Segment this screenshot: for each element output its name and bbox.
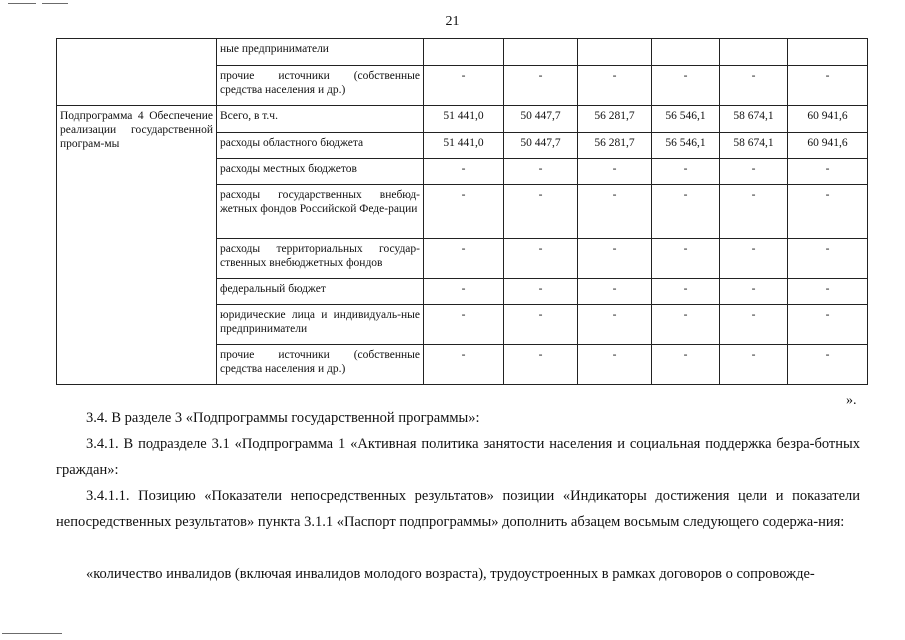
scan-mark-bottom [2,633,62,634]
value-cell: - [652,345,720,385]
value-cell: - [652,185,720,239]
value-cell: - [504,185,578,239]
value-cell: - [720,305,788,345]
value-cell: - [652,66,720,106]
value-cell: 51 441,0 [424,133,504,159]
source-cell: юридические лица и индивидуаль-ные предприниматели [217,305,424,345]
value-cell: 60 941,6 [788,106,868,133]
value-cell: - [578,345,652,385]
source-cell: прочие источники (собственные средства населения и др.) [217,66,424,106]
value-cell: - [424,279,504,305]
closing-quote: ». [846,393,857,408]
value-cell [652,39,720,66]
value-cell: - [720,279,788,305]
value-cell: - [788,305,868,345]
value-cell: - [424,345,504,385]
value-cell: - [424,305,504,345]
value-cell: - [578,66,652,106]
paragraph-3-4-1: 3.4.1. В подразделе 3.1 «Подпрограмма 1 «Активная политика занятости населения и социальная поддержка безра-ботных граждан»: [56,436,860,478]
subprogram-label: Подпрограмма 4 Обеспечение реализации государственной програм-мы [57,106,217,385]
scan-mark-left [8,3,36,4]
value-cell: - [424,185,504,239]
budget-table [56,38,868,385]
value-cell: - [720,66,788,106]
value-cell: - [788,345,868,385]
value-cell: 58 674,1 [720,106,788,133]
value-cell: - [424,239,504,279]
value-cell: - [720,345,788,385]
paragraph-quote: «количество инвалидов (включая инвалидов молодого возраста), трудоустроенных в рамках договоров о сопровожде- [86,566,815,582]
source-cell: расходы местных бюджетов [217,159,424,185]
value-cell [504,39,578,66]
value-cell: - [788,159,868,185]
value-cell: - [504,66,578,106]
source-cell: Всего, в т.ч. [217,106,424,133]
value-cell: 50 447,7 [504,133,578,159]
value-cell: - [578,305,652,345]
page-number: 21 [445,14,460,29]
value-cell: - [578,159,652,185]
value-cell [720,39,788,66]
value-cell [788,39,868,66]
value-cell: 60 941,6 [788,133,868,159]
value-cell: 58 674,1 [720,133,788,159]
value-cell [424,39,504,66]
source-cell: расходы областного бюджета [217,133,424,159]
paragraph-3-4: 3.4. В разделе 3 «Подпрограммы государственной программы»: [86,410,480,426]
value-cell: - [652,239,720,279]
value-cell: - [424,66,504,106]
value-cell: 56 546,1 [652,106,720,133]
table-row [57,39,868,66]
value-cell: 56 281,7 [578,106,652,133]
value-cell: - [504,305,578,345]
scan-mark-left-2 [42,3,68,4]
source-cell: прочие источники (собственные средства населения и др.) [217,345,424,385]
value-cell: - [652,159,720,185]
value-cell: - [720,159,788,185]
source-cell: ные предприниматели [217,39,424,66]
source-cell: федеральный бюджет [217,279,424,305]
table-row [57,106,868,133]
value-cell: - [720,185,788,239]
value-cell: - [504,239,578,279]
value-cell: - [504,345,578,385]
source-cell: расходы государственных внебюд-жетных фондов Российской Феде-рации [217,185,424,239]
value-cell: - [652,305,720,345]
value-cell: 56 546,1 [652,133,720,159]
empty-program-cell [57,39,217,106]
value-cell: - [578,239,652,279]
source-cell: расходы территориальных государ-ственных внебюджетных фондов [217,239,424,279]
value-cell: - [788,279,868,305]
value-cell: - [788,185,868,239]
value-cell: 50 447,7 [504,106,578,133]
value-cell: - [504,159,578,185]
value-cell: - [578,185,652,239]
paragraph-3-4-1-1: 3.4.1.1. Позицию «Показатели непосредственных результатов» позиции «Индикаторы достижения цели и показатели непосредственных результатов» пункта 3.1.1 «Паспорт подпрограммы» дополнить абзацем восьмым следующего содержа-ния: [56,488,860,530]
value-cell: - [424,159,504,185]
value-cell: - [652,279,720,305]
value-cell: - [788,66,868,106]
value-cell: - [504,279,578,305]
value-cell: 56 281,7 [578,133,652,159]
value-cell: - [578,279,652,305]
value-cell: - [720,239,788,279]
value-cell: 51 441,0 [424,106,504,133]
value-cell [578,39,652,66]
value-cell: - [788,239,868,279]
